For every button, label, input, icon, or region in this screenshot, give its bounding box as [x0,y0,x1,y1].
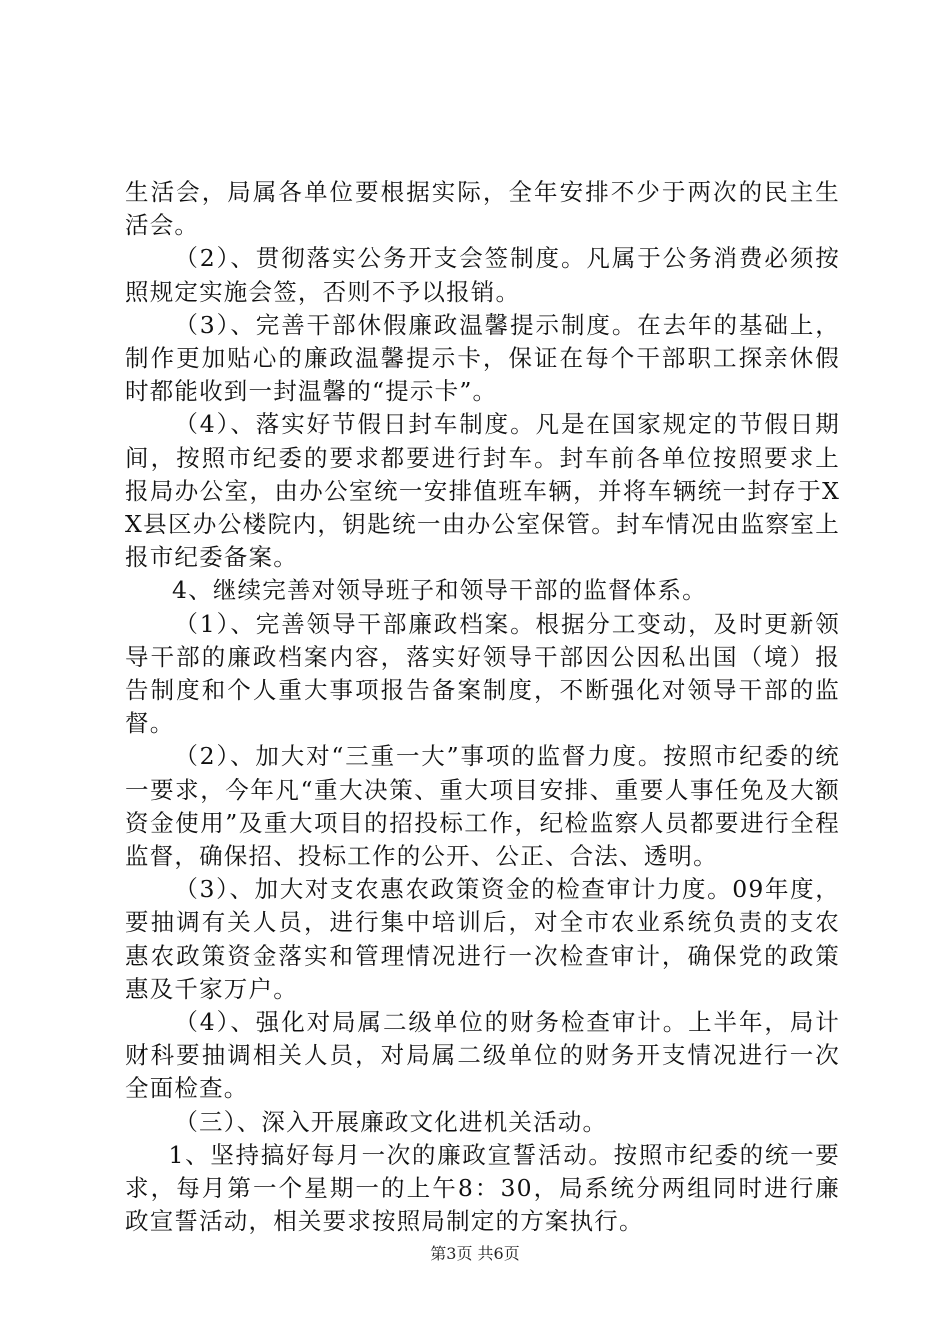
paragraph: （4）、落实好节假日封车制度。凡是在国家规定的节假日期间，按照市纪委的要求都要进行封车。封车前各单位按照要求上报局办公室，由办公室统一安排值班车辆，并将车辆统一封存于XX县区办公楼院内，钥匙统一由办公室保管。封车情况由监察室上报市纪委备案。 [125,410,840,572]
page-footer: 第3页 共6页 [430,1244,520,1263]
paragraph: （3）、完善干部休假廉政温馨提示制度。在去年的基础上，制作更加贴心的廉政温馨提示卡，保证在每个干部职工探亲休假时都能收到一封温馨的“提示卡”。 [125,310,840,406]
paragraph: （1）、完善领导干部廉政档案。根据分工变动，及时更新领导干部的廉政档案内容，落实好领导干部因公因私出国（境）报告制度和个人重大事项报告备案制度，不断强化对领导干部的监督。 [125,609,840,738]
document-body [125,176,840,1239]
section-heading: （三）、深入开展廉政文化进机关活动。 [174,1107,608,1136]
paragraph: （4）、强化对局属二级单位的财务检查审计。上半年，局计财科要抽调相关人员，对局属二级单位的财务开支情况进行一次全面检查。 [125,1008,840,1103]
paragraph: 生活会，局属各单位要根据实际，全年安排不少于两次的民主生活会。 [125,178,840,240]
paragraph: （2）、贯彻落实公务开支会签制度。凡属于公务消费必须按照规定实施会签，否则不予以报销。 [125,244,840,306]
section-heading: 4、继续完善对领导班子和领导干部的监督体系。 [172,576,707,605]
paragraph: （3）、加大对支农惠农政策资金的检查审计力度。09年度，要抽调有关人员，进行集中培训后，对全市农业系统负责的支农惠农政策资金落实和管理情况进行一次检查审计，确保党的政策惠及千家万户。 [125,875,840,1003]
paragraph: 1、坚持搞好每月一次的廉政宣誓活动。按照市纪委的统一要求，每月第一个星期一的上午8：30，局系统分两组同时进行廉政宣誓活动，相关要求按照局制定的方案执行。 [125,1140,840,1236]
paragraph: （2）、加大对“三重一大”事项的监督力度。按照市纪委的统一要求，今年凡“重大决策、重大项目安排、重要人事任免及大额资金使用”及重大项目的招投标工作，纪检监察人员都要进行全程监督，确保招、投标工作的公开、公正、合法、透明。 [125,742,840,871]
